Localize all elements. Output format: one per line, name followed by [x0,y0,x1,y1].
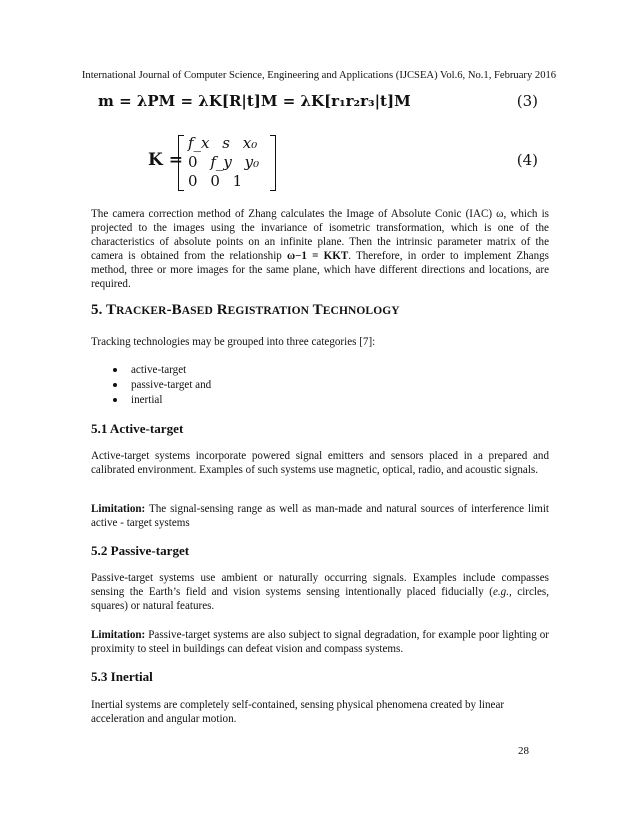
equation-3-number: (3) [516,92,538,110]
matrix-cell: y₀ [244,153,260,171]
inertial-paragraph: Inertial systems are completely self-contained, sensing physical phenomena created by linear acceleration and angular motion. [91,699,505,726]
passive-target-limitation [91,628,549,656]
matrix-right-bracket [270,135,276,191]
matrix-cell: 1 [232,172,243,190]
matrix-cell: x₀ [242,134,258,152]
section-5-3-heading: 5.3 Inertial [91,669,153,684]
matrix-cell: 0 [210,172,220,190]
zhang-text: The camera correction method of Zhang calculates the Image of Absolute Conic (IAC) ω, which is projected to the images using the invariance of isometric transformation, which is one of the characteristics of absolute points on an infinite plane. Then the intrinsic parameter matrix of the camera is obtained from the relationship [91,208,549,263]
matrix-row-3 [188,172,250,190]
matrix-row-2 [188,153,267,171]
category-list [113,363,571,408]
list-item: inertial [113,393,571,408]
relation-formula: ω−1 = KKT [287,250,349,263]
matrix-cell: 0 [188,172,198,190]
equation-3-content: m = λPM = λK[R|t]M = λK[r₁r₂r₃|t]M [98,92,411,110]
intrinsic-matrix [178,133,298,191]
matrix-row-1 [188,134,265,152]
matrix-cell: f_y [210,153,232,171]
equation-4-number: (4) [516,151,538,169]
section-5-heading: 5. TRACKER-BASED REGISTRATION TECHNOLOGY [91,302,400,318]
section-5-2-heading: 5.2 Passive-target [91,543,190,558]
list-item: active-target [113,363,571,378]
equation-3 [98,92,538,116]
page-number: 28 [518,745,529,757]
zhang-text-end: . Therefore, in order to implement Zhangs method, three or more images for the same plane, which have different directions and locations, are required. [91,250,549,291]
matrix-cell: 0 [188,153,198,171]
matrix-cell: f_x [188,134,210,152]
journal-header: International Journal of Computer Science, Engineering and Applications (IJCSEA) Vol.6, No.1, February 2016 [81,70,557,81]
section-5-1-heading: 5.1 Active-target [91,421,184,436]
matrix-left-bracket [178,135,184,191]
matrix-cell: s [222,134,230,152]
active-target-paragraph: Active-target systems incorporate powered signal emitters and sensors placed in a prepared and calibrated environment. Examples of such systems use magnetic, optical, radio, and acoustic signals. [91,450,549,477]
limitation-label: Limitation: [91,503,146,515]
limitation-text: Passive-target systems are also subject to signal degradation, for example poor lighting or proximity to steel in buildings can defeat vision and compass systems. [91,629,549,656]
matrix-k-label: K = [148,150,183,170]
passive-target-paragraph: Passive-target systems use ambient or naturally occurring signals. Examples include compasses sensing the Earth’s field and vision systems sensing intentionally placed fiducially (e.g., circles, squares) or natural features. [91,572,549,613]
limitation-text: The signal-sensing range as well as man-made and natural sources of interference limit active - target systems [91,503,549,530]
limitation-label: Limitation: [91,629,146,641]
list-item: passive-target and [113,378,571,393]
equation-4 [148,133,538,193]
zhang-paragraph [91,207,549,292]
active-target-limitation [91,502,549,530]
tracking-intro: Tracking technologies may be grouped into three categories [7]: [91,336,376,348]
